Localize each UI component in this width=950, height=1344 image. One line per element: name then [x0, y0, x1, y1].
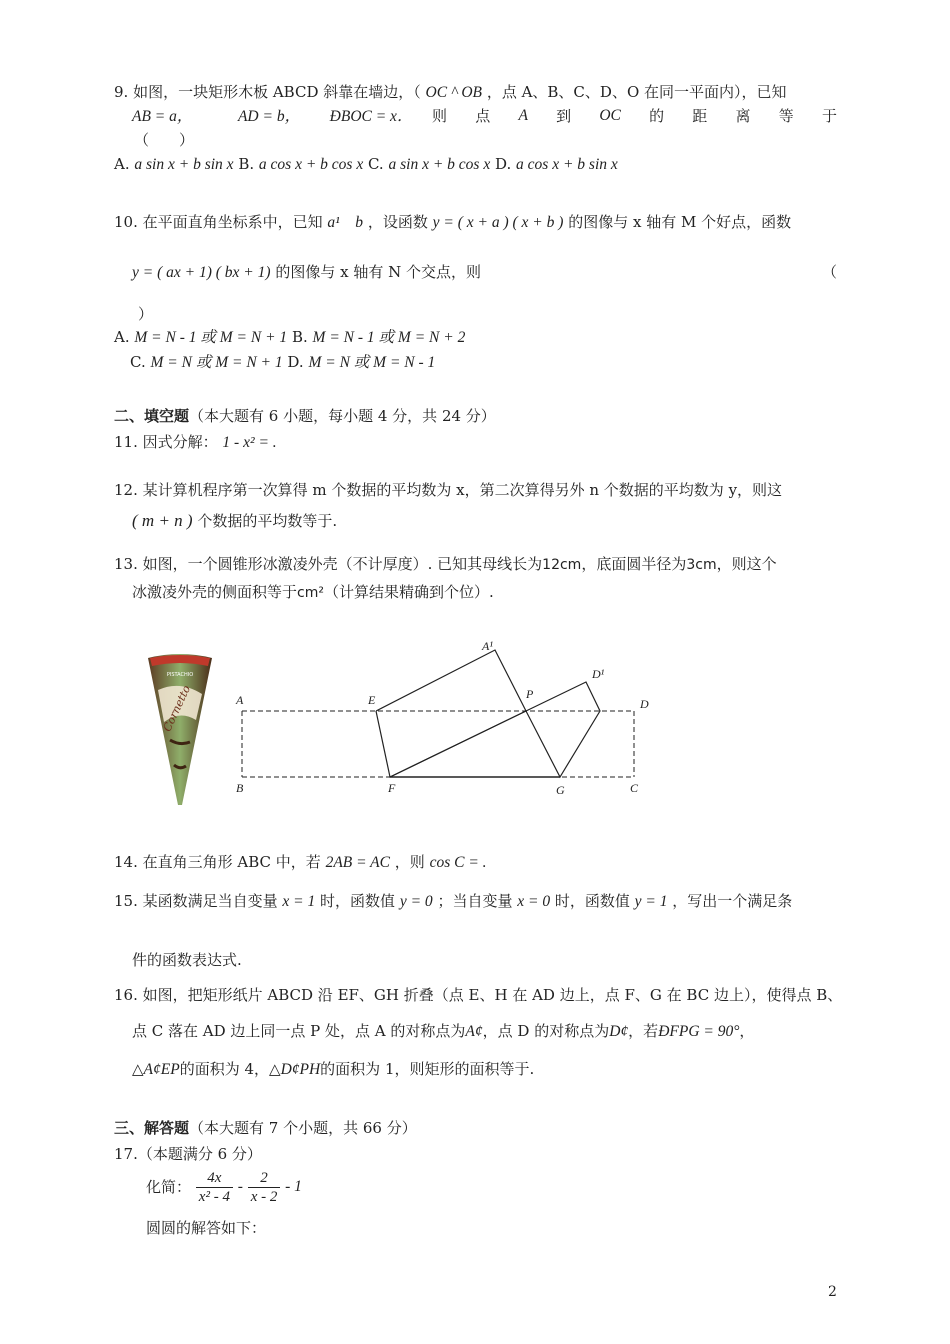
- q10-options-cd: C. M = N 或 M = N + 1 D. M = N 或 M = N - 1: [130, 353, 436, 371]
- q10-paren-open: （: [822, 263, 838, 281]
- q13-slant-length: 12cm: [542, 557, 582, 573]
- q17-answer-intro: 圆圆的解答如下：: [146, 1219, 267, 1237]
- q9-word: 离: [735, 107, 751, 125]
- fold-left-a1: [376, 650, 526, 711]
- section-2-heading: 二、填空题（本大题有 6 小题，每小题 4 分，共 24 分）: [114, 407, 496, 425]
- q15-line1: 15. 某函数满足当自变量 x = 1 时，函数值 y = 0 ；当自变量 x = 0 时，函数值 y = 1 ，写出一个满足条: [114, 892, 793, 910]
- q10-paren-close: ）: [138, 305, 154, 323]
- q10-options-ab: A. M = N - 1 或 M = N + 1 B. M = N - 1 或 M = N + 2: [114, 328, 466, 346]
- q9-word: 点: [475, 107, 491, 125]
- q12-line1: 12. 某计算机程序第一次算得 m 个数据的平均数为 x，第二次算得另外 n 个数据的平均数为 y，则这: [114, 481, 783, 499]
- fraction-1: $\frac{4x}{\text{x² - 4}}$: [196, 1169, 233, 1206]
- q10-line1: 10. 在平面直角坐标系中，已知 a¹ b ，设函数 y = ( x + a ) ( x + b ) 的图像与 x 轴有 M 个好点，函数: [114, 213, 792, 231]
- q13-line1: 13. 如图，一个圆锥形冰激凌外壳（不计厚度）. 已知其母线长为12cm，底面圆半径为3cm，则这个: [114, 555, 777, 573]
- q9-word: 等: [778, 107, 794, 125]
- label-d: D: [640, 697, 649, 711]
- q9-condition: OC ^ OB: [425, 84, 483, 101]
- q9-line1: 9. 如图，一块矩形木板 ABCD 斜靠在墙边，（ OC ^ OB ，点 A、B、C、D、O 在同一平面内），已知: [114, 83, 787, 101]
- label-g: G: [556, 783, 565, 797]
- q9-option-c: a sin x + b cos x: [388, 156, 491, 173]
- q13-line2: 冰激凌外壳的侧面积等于cm²（计算结果精确到个位）.: [132, 583, 494, 601]
- label-a-prime: A¹: [482, 639, 493, 653]
- q16-line3: △A¢EP的面积为 4，△D¢PH的面积为 1，则矩形的面积等于.: [132, 1060, 535, 1078]
- q10-condition: a¹ b: [327, 214, 364, 231]
- label-p: P: [526, 687, 534, 701]
- q9-word: A: [518, 107, 528, 124]
- q17-header: 17.（本题满分 6 分）: [114, 1145, 262, 1163]
- q9-word: OC: [599, 107, 621, 124]
- folding-rectangle-diagram: [230, 636, 650, 806]
- q12-line2: ( m + n ) 个数据的平均数等于.: [132, 511, 338, 530]
- q9-word: 的: [649, 107, 665, 125]
- q16-line2: 点 C 落在 AD 边上同一点 P 处，点 A 的对称点为A¢，点 D 的对称点为D¢，若ÐFPG = 90°，: [132, 1022, 755, 1040]
- cone-brand-text: Cornetto: [160, 683, 194, 734]
- fold-left-eprf: [376, 711, 526, 777]
- q10-option-d: M = N 或 M = N - 1: [308, 354, 436, 371]
- label-f: F: [388, 781, 396, 795]
- q9-option-d: a cos x + b sin x: [516, 156, 618, 173]
- q16-line1: 16. 如图，把矩形纸片 ABCD 沿 EF、GH 折叠（点 E、H 在 AD 边上，点 F、G 在 BC 边上），使得点 B、: [114, 986, 843, 1004]
- q17-expression: 化简： $\frac{4x}{\text{x² - 4}}$ - $\frac{2}{x - 2}$ - 1: [146, 1169, 302, 1205]
- q9-word: 于: [821, 107, 837, 125]
- q14: 14. 在直角三角形 ABC 中，若 2AB = AC ，则 cos C = .: [114, 853, 487, 871]
- label-b: B: [236, 781, 244, 795]
- q9-options: A. a sin x + b sin x B. a cos x + b cos x C. a sin x + b cos x D. a cos x + b sin x: [114, 155, 618, 173]
- cone-top-text: PISTACHIO: [166, 672, 194, 678]
- label-c: C: [630, 781, 639, 795]
- q10-option-b: M = N - 1 或 M = N + 2: [312, 329, 466, 346]
- q13-radius: 3cm: [686, 557, 717, 573]
- q10-option-a: M = N - 1 或 M = N + 1: [134, 329, 288, 346]
- q9-option-a: a sin x + b sin x: [134, 156, 234, 173]
- q10-function-1: y = ( x + a ) ( x + b ): [432, 214, 564, 231]
- page-number: 2: [828, 1284, 837, 1300]
- label-a: A: [236, 693, 244, 707]
- section-3-heading: 三、解答题（本大题有 7 个小题，共 66 分）: [114, 1119, 417, 1137]
- q9-paren: （ ）: [134, 131, 195, 149]
- fraction-2: $\frac{2}{x - 2}$: [248, 1169, 281, 1206]
- q9-word: 距: [692, 107, 708, 125]
- q9-spaced-words: [432, 106, 837, 126]
- q9-line2: AB = a， AD = b， ÐBOC = x． 则 点 A 到 OC 的 距 离 等 于: [132, 107, 837, 125]
- q10-option-c: M = N 或 M = N + 1: [150, 354, 283, 371]
- q15-line2: 件的函数表达式.: [132, 951, 242, 969]
- q10-function-2: y = ( ax + 1) ( bx + 1): [132, 264, 271, 281]
- label-e: E: [368, 693, 376, 707]
- ice-cream-cone-image: [140, 650, 220, 810]
- q9-word: 则: [432, 107, 448, 125]
- q9-option-b: a cos x + b cos x: [258, 156, 364, 173]
- q9-word: 到: [556, 107, 572, 125]
- fold-right-d1: [390, 682, 600, 777]
- q10-line2: y = ( ax + 1) ( bx + 1) 的图像与 x 轴有 N 个交点，则: [132, 263, 481, 281]
- q11: 11. 因式分解： 1 - x² = .: [114, 433, 277, 451]
- label-d-prime: D¹: [592, 667, 605, 681]
